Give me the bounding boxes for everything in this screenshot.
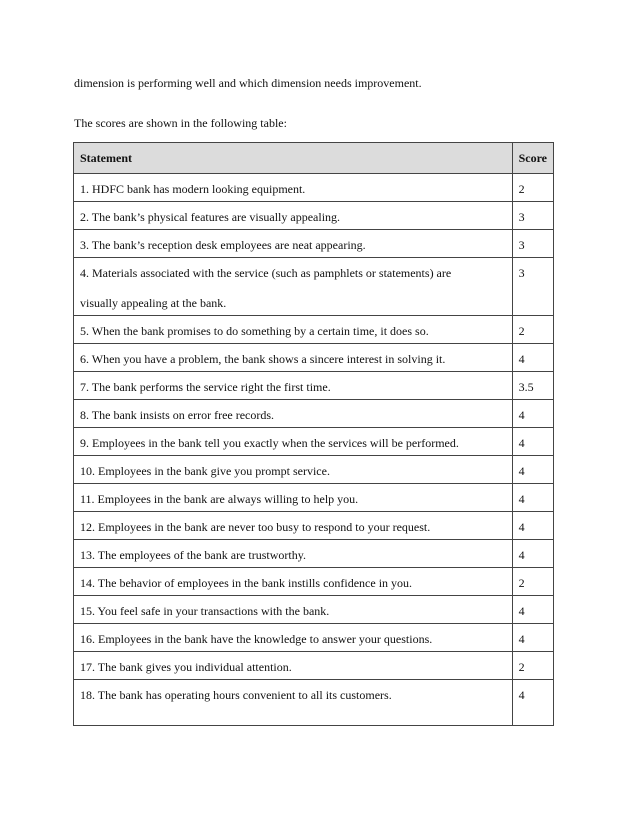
table-row — [74, 652, 554, 680]
statement-cell: 11. Employees in the bank are always willing to help you. — [74, 484, 513, 512]
score-cell: 4 — [512, 596, 553, 624]
table-intro-paragraph: The scores are shown in the following table: — [74, 116, 287, 130]
statement-header: Statement — [74, 143, 513, 174]
table-row — [74, 428, 554, 456]
table-row — [74, 400, 554, 428]
table-row — [74, 456, 554, 484]
score-cell: 4 — [512, 428, 553, 456]
score-cell: 4 — [512, 512, 553, 540]
score-cell: 2 — [512, 316, 553, 344]
statement-cell: 14. The behavior of employees in the bank instills confidence in you. — [74, 568, 513, 596]
statement-cell: 1. HDFC bank has modern looking equipment. — [74, 174, 513, 202]
score-cell: 4 — [512, 624, 553, 652]
score-header: Score — [512, 143, 553, 174]
statement-line-1: 4. Materials associated with the service (such as pamphlets or statements) are — [80, 266, 452, 280]
score-cell: 4 — [512, 400, 553, 428]
statement-cell: 16. Employees in the bank have the knowledge to answer your questions. — [74, 624, 513, 652]
score-cell: 3 — [512, 230, 553, 258]
statement-cell: 15. You feel safe in your transactions with the bank. — [74, 596, 513, 624]
table-row — [74, 344, 554, 372]
statement-line-2: visually appealing at the bank. — [80, 296, 227, 310]
statement-cell: 2. The bank’s physical features are visually appealing. — [74, 202, 513, 230]
table-row — [74, 202, 554, 230]
table-row — [74, 174, 554, 202]
statement-cell: 6. When you have a problem, the bank shows a sincere interest in solving it. — [74, 344, 513, 372]
intro-paragraph: dimension is performing well and which dimension needs improvement. — [74, 76, 422, 90]
table-row — [74, 372, 554, 400]
statement-cell: 13. The employees of the bank are trustworthy. — [74, 540, 513, 568]
score-cell: 2 — [512, 652, 553, 680]
score-cell: 2 — [512, 568, 553, 596]
statement-cell: 5. When the bank promises to do something by a certain time, it does so. — [74, 316, 513, 344]
score-cell: 3.5 — [512, 372, 553, 400]
statement-cell: 18. The bank has operating hours convenient to all its customers. — [74, 680, 513, 726]
statement-cell: 3. The bank’s reception desk employees are neat appearing. — [74, 230, 513, 258]
statement-cell: 7. The bank performs the service right the first time. — [74, 372, 513, 400]
table-header-row — [74, 143, 554, 174]
table-row — [74, 230, 554, 258]
score-cell: 3 — [512, 202, 553, 230]
statement-cell: 17. The bank gives you individual attention. — [74, 652, 513, 680]
table-row — [74, 624, 554, 652]
table-row — [74, 484, 554, 512]
table-row — [74, 258, 554, 316]
table-row — [74, 596, 554, 624]
score-cell: 2 — [512, 174, 553, 202]
score-cell: 4 — [512, 484, 553, 512]
scores-table — [73, 142, 554, 726]
table-row — [74, 568, 554, 596]
table-row — [74, 512, 554, 540]
table-row — [74, 680, 554, 726]
statement-cell: 10. Employees in the bank give you prompt service. — [74, 456, 513, 484]
score-cell: 4 — [512, 456, 553, 484]
statement-cell: 9. Employees in the bank tell you exactly when the services will be performed. — [74, 428, 513, 456]
score-cell: 3 — [512, 258, 553, 316]
statement-cell — [74, 258, 513, 316]
score-cell: 4 — [512, 680, 553, 726]
table-row — [74, 540, 554, 568]
score-cell: 4 — [512, 540, 553, 568]
score-cell: 4 — [512, 344, 553, 372]
statement-cell: 8. The bank insists on error free records. — [74, 400, 513, 428]
table-row — [74, 316, 554, 344]
statement-cell: 12. Employees in the bank are never too busy to respond to your request. — [74, 512, 513, 540]
